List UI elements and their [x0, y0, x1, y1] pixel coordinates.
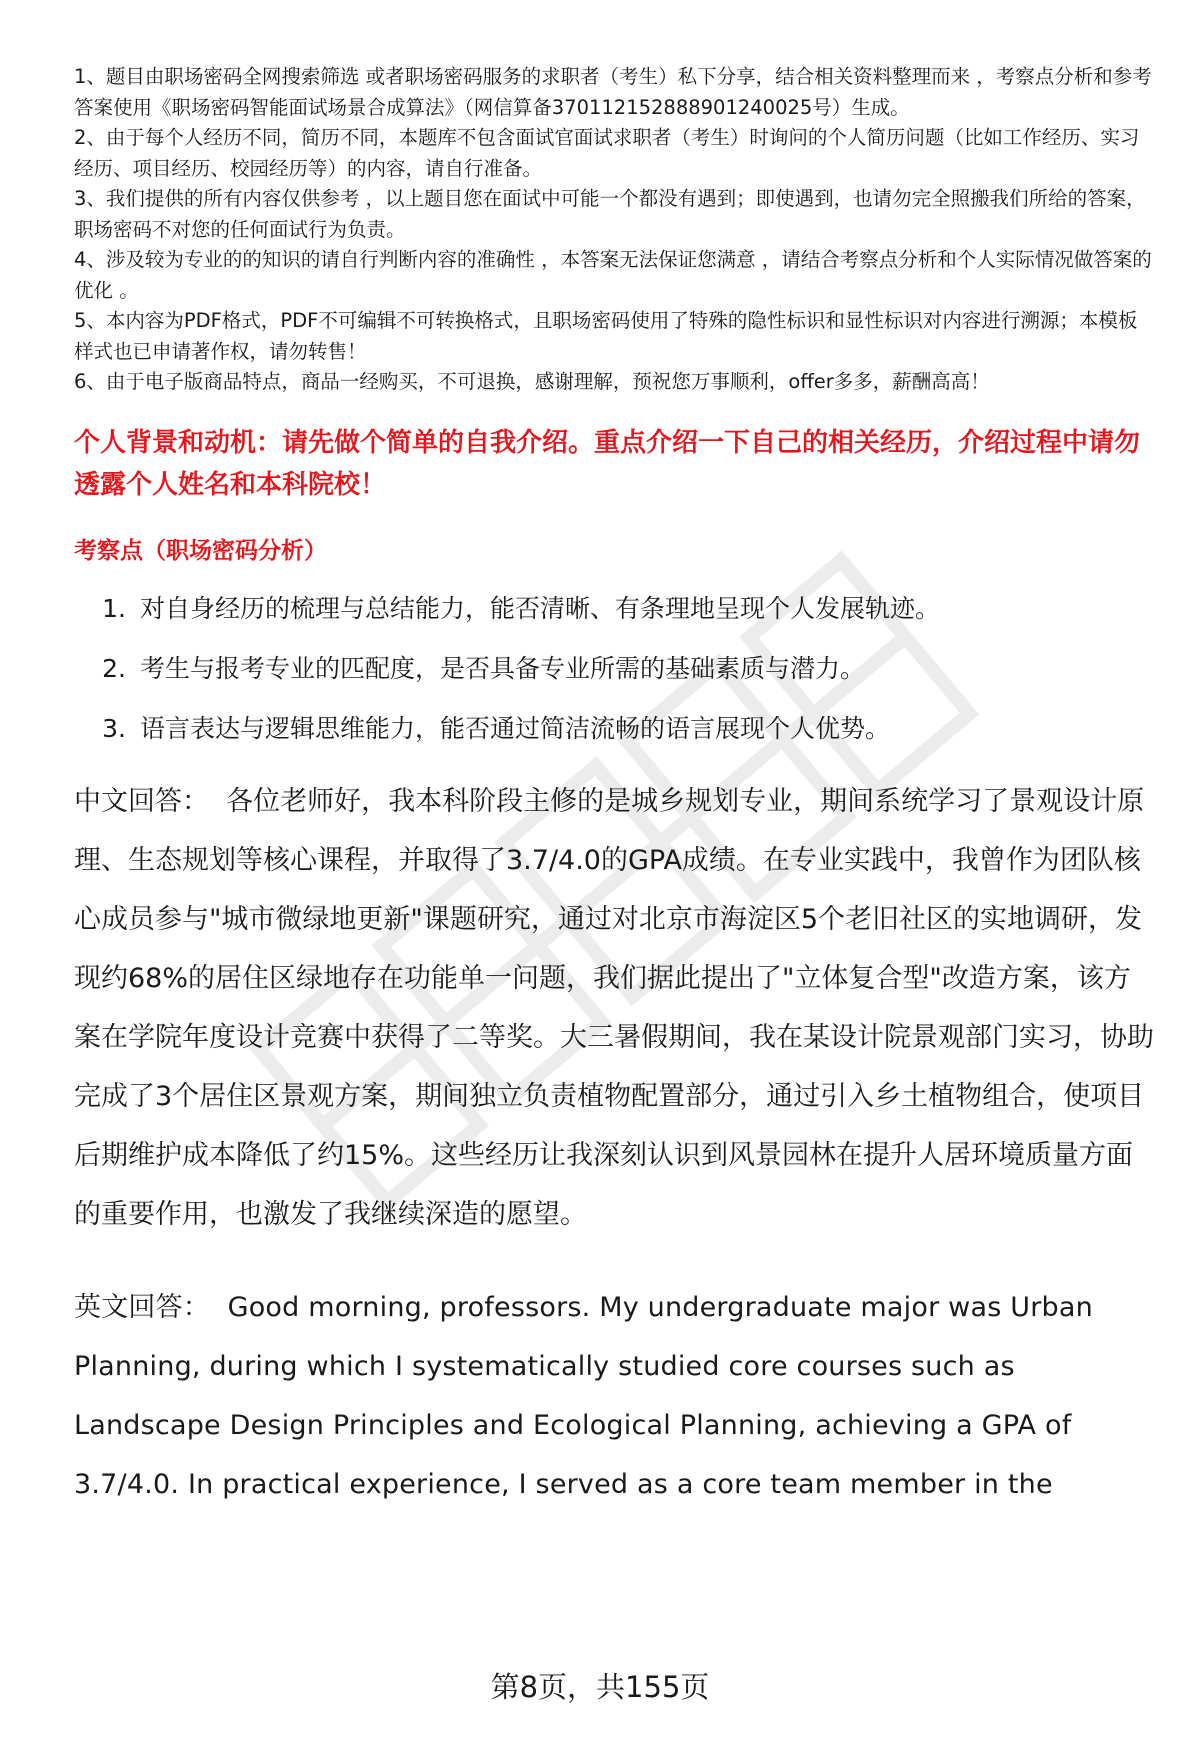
chinese-answer-text: 各位老师好，我本科阶段主修的是城乡规划专业，期间系统学习了景观设计原理、生态规划等核心课程，并取得了3.7/4.0的GPA成绩。在专业实践中，我曾作为团队核心成员参与"城市微绿地更新"课题研究，通过对北京市海淀区5个老旧社区的实地调研，发现约68%的居住区绿地存在功能单一问题，我们据此提出了"立体复合型"改造方案，该方案在学院年度设计竞赛中获得了二等奖。大三暑假期间，我在某设计院景观部门实习，协助完成了3个居住区景观方案，期间独立负责植物配置部分，通过引入乡土植物组合，使项目后期维护成本降低了约15%。这些经历让我深刻认识到风景园林在提升人居环境质量方面的重要作用，也激发了我继续深造的愿望。 [74, 785, 1154, 1230]
list-item [74, 592, 1154, 626]
list-item-text: 语言表达与逻辑思维能力，能否通过简洁流畅的语言展现个人优势。 [140, 713, 891, 743]
analysis-title: 考察点（职场密码分析） [74, 537, 327, 564]
disclaimer-item-6: 6、由于电子版商品特点，商品一经购买，不可退换，感谢理解，预祝您万事顺利，offer多多，薪酬高高！ [74, 370, 990, 393]
english-answer-label: 英文回答： [74, 1291, 210, 1323]
chinese-answer [74, 772, 1154, 1244]
list-item-text: 考生与报考专业的匹配度，是否具备专业所需的基础素质与潜力。 [140, 653, 866, 683]
list-item-text: 对自身经历的梳理与总结能力，能否清晰、有条理地呈现个人发展轨迹。 [140, 593, 941, 623]
disclaimer-item-5: 5、本内容为PDF格式，PDF不可编辑不可转换格式，且职场密码使用了特殊的隐性标识和显性标识对内容进行溯源；本模板样式也已申请著作权，请勿转售！ [74, 309, 1138, 363]
list-item [74, 712, 1154, 746]
disclaimer-item-3: 3、我们提供的所有内容仅供参考 ，以上题目您在面试中可能一个都没有遇到；即使遇到，也请勿完全照搬我们所给的答案，职场密码不对您的任何面试行为负责。 [74, 187, 1146, 241]
list-item-number: 2. [102, 653, 126, 683]
english-answer [74, 1278, 1154, 1514]
list-item [74, 652, 1154, 686]
disclaimer-item-1: 1、题目由职场密码全网搜索筛选 或者职场密码服务的求职者（考生）私下分享，结合相关资料整理而来 ，考察点分析和参考答案使用《职场密码智能面试场景合成算法》（网信算备370112152888901240025号）生成。 [74, 65, 1152, 119]
disclaimer-block [74, 62, 1154, 398]
list-item-number: 3. [102, 713, 126, 743]
chinese-answer-label: 中文回答： [74, 785, 209, 817]
disclaimer-item-2: 2、由于每个人经历不同，简历不同，本题库不包含面试官面试求职者（考生）时询问的个人简历问题（比如工作经历、实习经历、项目经历、校园经历等）的内容，请自行准备。 [74, 126, 1140, 180]
question-heading: 个人背景和动机：请先做个简单的自我介绍。重点介绍一下自己的相关经历，介绍过程中请勿透露个人姓名和本科院校！ [74, 427, 1141, 500]
page-number-footer: 第8页，共155页 [490, 1670, 710, 1704]
english-answer-text: Good morning, professors. My undergraduate major was Urban Planning, during which I systematically studied core courses such as Landscape Design Principles and Ecological Planning, achieving a GPA of 3.7/4.0. In practical experience, I served as a core team member in the [74, 1291, 1093, 1500]
analysis-points-list [74, 592, 1154, 746]
list-item-number: 1. [102, 593, 126, 623]
document-page [74, 62, 1154, 1514]
disclaimer-item-4: 4、涉及较为专业的的知识的请自行判断内容的准确性 ，本答案无法保证您满意 ，请结合考察点分析和个人实际情况做答案的优化 。 [74, 248, 1152, 302]
